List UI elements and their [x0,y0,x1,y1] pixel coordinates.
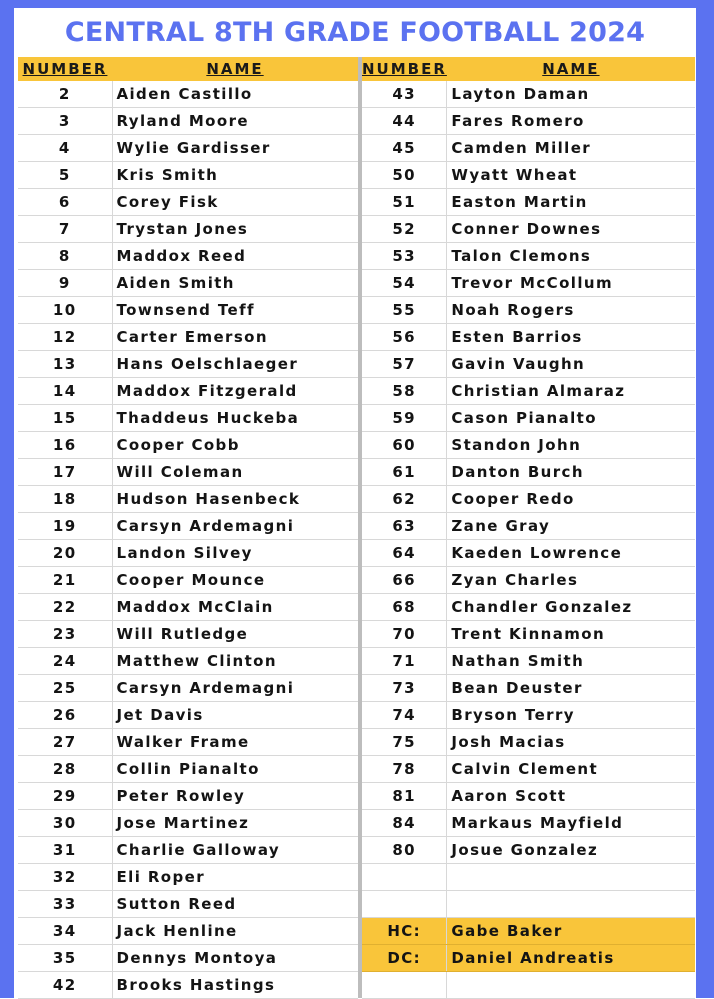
player-number: 17 [18,459,112,486]
player-number: 44 [362,108,447,135]
table-row [18,621,358,648]
table-row [18,297,358,324]
player-name: Zyan Charles [447,567,695,594]
table-row [362,621,695,648]
player-number: 84 [362,810,447,837]
table-row [18,864,358,891]
player-name: Kris Smith [112,162,358,189]
player-name: Chandler Gonzalez [447,594,695,621]
player-number: 27 [18,729,112,756]
table-row [18,675,358,702]
player-number: 3 [18,108,112,135]
table-row [362,675,695,702]
player-number: 80 [362,837,447,864]
table-row [18,270,358,297]
table-row [362,189,695,216]
table-row [362,783,695,810]
player-name: Bryson Terry [447,702,695,729]
player-name: Kaeden Lowrence [447,540,695,567]
player-number: 62 [362,486,447,513]
player-name: Bean Deuster [447,675,695,702]
player-name: Collin Pianalto [112,756,358,783]
coach-name: Daniel Andreatis [447,945,695,972]
player-name: Wyatt Wheat [447,162,695,189]
player-number: 16 [18,432,112,459]
player-name: Noah Rogers [447,297,695,324]
player-number: 22 [18,594,112,621]
player-name [447,864,695,891]
number-header: NUMBER [18,57,112,81]
player-name: Layton Daman [447,81,695,108]
table-row [362,513,695,540]
player-name: Matthew Clinton [112,648,358,675]
player-number: 18 [18,486,112,513]
player-number: 31 [18,837,112,864]
player-number: 51 [362,189,447,216]
player-name: Standon John [447,432,695,459]
header-row [362,57,695,81]
player-name: Conner Downes [447,216,695,243]
table-row [362,432,695,459]
player-name: Carsyn Ardemagni [112,513,358,540]
player-number: 35 [18,945,112,972]
player-number: 32 [18,864,112,891]
empty-row [362,891,695,918]
player-number: 42 [18,972,112,999]
table-row [362,135,695,162]
table-row [18,459,358,486]
player-name: Landon Silvey [112,540,358,567]
player-number: 75 [362,729,447,756]
player-number: 61 [362,459,447,486]
coach-role: DC: [362,945,447,972]
player-number: 7 [18,216,112,243]
player-number: 60 [362,432,447,459]
player-name: Ryland Moore [112,108,358,135]
player-name: Trent Kinnamon [447,621,695,648]
player-number: 25 [18,675,112,702]
player-number: 2 [18,81,112,108]
name-header: NAME [447,57,695,81]
player-name: Cason Pianalto [447,405,695,432]
table-row [362,216,695,243]
table-row [18,81,358,108]
table-row [362,810,695,837]
player-name: Dennys Montoya [112,945,358,972]
player-name: Eli Roper [112,864,358,891]
player-name: Will Rutledge [112,621,358,648]
player-name: Jack Henline [112,918,358,945]
player-name: Esten Barrios [447,324,695,351]
player-name: Josue Gonzalez [447,837,695,864]
player-number: 68 [362,594,447,621]
table-row [18,891,358,918]
player-number: 63 [362,513,447,540]
player-name: Calvin Clement [447,756,695,783]
table-row [362,162,695,189]
table-row [18,702,358,729]
roster-body-right [362,81,695,999]
player-name: Aiden Smith [112,270,358,297]
player-number: 43 [362,81,447,108]
table-row [362,243,695,270]
table-row [362,540,695,567]
table-row [18,324,358,351]
player-number: 10 [18,297,112,324]
name-header: NAME [112,57,358,81]
table-row [18,648,358,675]
player-number: 34 [18,918,112,945]
player-number: 19 [18,513,112,540]
table-row [18,837,358,864]
roster-body-left [18,81,358,999]
player-number: 8 [18,243,112,270]
table-row [362,459,695,486]
table-row [18,918,358,945]
table-row [362,567,695,594]
player-number: 74 [362,702,447,729]
table-row [362,756,695,783]
player-name: Thaddeus Huckeba [112,405,358,432]
player-name: Markaus Mayfield [447,810,695,837]
player-number [362,972,447,999]
table-row [18,729,358,756]
player-number: 26 [18,702,112,729]
player-number: 13 [18,351,112,378]
table-row [362,81,695,108]
player-number: 28 [18,756,112,783]
player-number: 53 [362,243,447,270]
player-name: Trystan Jones [112,216,358,243]
table-row [362,702,695,729]
player-name: Danton Burch [447,459,695,486]
number-header: NUMBER [362,57,447,81]
empty-row [362,864,695,891]
empty-row [362,972,695,999]
player-name: Maddox McClain [112,594,358,621]
player-name: Cooper Mounce [112,567,358,594]
player-number: 14 [18,378,112,405]
player-number: 20 [18,540,112,567]
table-row [18,108,358,135]
player-number: 66 [362,567,447,594]
player-number: 23 [18,621,112,648]
player-name: Hudson Hasenbeck [112,486,358,513]
player-number: 73 [362,675,447,702]
table-row [18,378,358,405]
player-name: Brooks Hastings [112,972,358,999]
player-name: Carter Emerson [112,324,358,351]
player-number: 81 [362,783,447,810]
player-name: Cooper Cobb [112,432,358,459]
player-name: Will Coleman [112,459,358,486]
player-name: Talon Clemons [447,243,695,270]
player-name: Peter Rowley [112,783,358,810]
player-number: 59 [362,405,447,432]
player-number: 24 [18,648,112,675]
player-name: Hans Oelschlaeger [112,351,358,378]
player-name: Maddox Fitzgerald [112,378,358,405]
player-name: Nathan Smith [447,648,695,675]
table-row [362,270,695,297]
player-name: Walker Frame [112,729,358,756]
player-name: Christian Almaraz [447,378,695,405]
player-number: 21 [18,567,112,594]
player-number: 12 [18,324,112,351]
player-name: Corey Fisk [112,189,358,216]
coach-row [362,945,695,972]
table-row [18,783,358,810]
table-row [18,405,358,432]
roster-table-right [362,57,695,999]
table-row [362,324,695,351]
table-row [18,486,358,513]
coach-row [362,918,695,945]
table-row [362,297,695,324]
player-name: Charlie Galloway [112,837,358,864]
player-number: 29 [18,783,112,810]
player-number: 50 [362,162,447,189]
player-name: Aaron Scott [447,783,695,810]
player-name: Josh Macias [447,729,695,756]
player-name: Jet Davis [112,702,358,729]
table-row [362,378,695,405]
coach-role: HC: [362,918,447,945]
player-number: 4 [18,135,112,162]
player-name: Townsend Teff [112,297,358,324]
table-row [18,135,358,162]
player-number: 58 [362,378,447,405]
player-name: Carsyn Ardemagni [112,675,358,702]
player-name: Easton Martin [447,189,695,216]
player-number: 9 [18,270,112,297]
player-name: Aiden Castillo [112,81,358,108]
table-row [18,567,358,594]
table-row [362,108,695,135]
player-name: Fares Romero [447,108,695,135]
page-title: CENTRAL 8TH GRADE FOOTBALL 2024 [64,17,646,48]
coach-name: Gabe Baker [447,918,695,945]
header-row [18,57,358,81]
player-name: Camden Miller [447,135,695,162]
table-row [362,351,695,378]
player-number [362,891,447,918]
table-row [18,513,358,540]
table-row [18,216,358,243]
table-row [18,594,358,621]
table-row [362,837,695,864]
player-name [447,972,695,999]
roster-table-left [18,57,358,999]
table-row [18,540,358,567]
player-number: 45 [362,135,447,162]
player-number: 54 [362,270,447,297]
table-row [18,432,358,459]
table-row [362,729,695,756]
player-name: Gavin Vaughn [447,351,695,378]
player-name: Zane Gray [447,513,695,540]
table-row [18,756,358,783]
table-row [18,189,358,216]
player-name: Jose Martinez [112,810,358,837]
player-name [447,891,695,918]
player-number: 5 [18,162,112,189]
player-number: 78 [362,756,447,783]
table-row [18,162,358,189]
player-number: 6 [18,189,112,216]
table-row [18,810,358,837]
table-row [362,648,695,675]
player-number: 33 [18,891,112,918]
player-name: Trevor McCollum [447,270,695,297]
player-number: 71 [362,648,447,675]
player-number: 57 [362,351,447,378]
player-name: Maddox Reed [112,243,358,270]
player-number [362,864,447,891]
table-row [18,351,358,378]
player-number: 55 [362,297,447,324]
player-number: 15 [18,405,112,432]
player-number: 64 [362,540,447,567]
player-number: 30 [18,810,112,837]
table-row [362,594,695,621]
player-number: 52 [362,216,447,243]
player-number: 70 [362,621,447,648]
player-name: Wylie Gardisser [112,135,358,162]
table-row [18,972,358,999]
table-row [362,405,695,432]
table-row [18,243,358,270]
player-name: Cooper Redo [447,486,695,513]
player-name: Sutton Reed [112,891,358,918]
table-row [362,486,695,513]
table-row [18,945,358,972]
player-number: 56 [362,324,447,351]
